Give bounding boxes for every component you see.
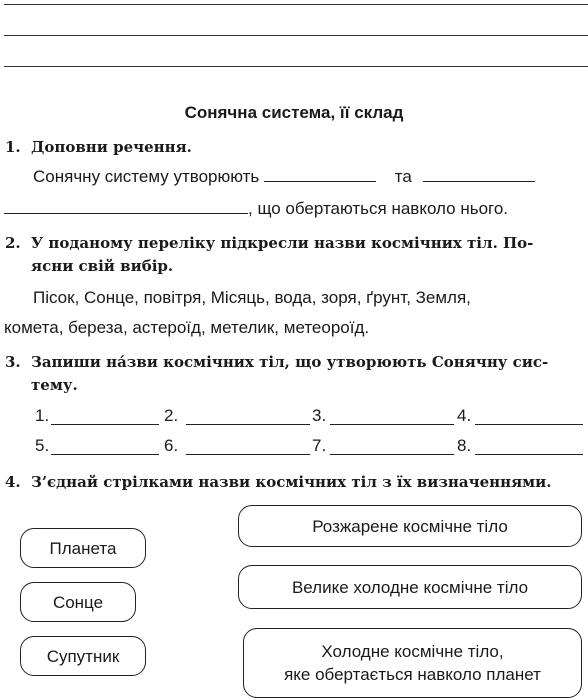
task2-heading: [5, 233, 533, 253]
term-satellite-label: Супутник: [46, 646, 120, 666]
task3-label-8: 8.: [457, 436, 472, 455]
task3-blank-4[interactable]: [475, 424, 583, 425]
task1-blank-3[interactable]: [4, 199, 248, 214]
task3-label-6: 6.: [164, 436, 179, 455]
task3-blank-2[interactable]: [186, 424, 310, 425]
definition-3-line1: Холодне космічне тіло,: [321, 642, 504, 661]
task3-number: 3.: [5, 353, 21, 371]
task3-blank-7[interactable]: [330, 454, 454, 455]
term-planet-label: Планета: [49, 538, 117, 558]
task1-line1-mid: та: [394, 167, 412, 186]
task3-prompt-line2: тему.: [31, 376, 78, 394]
task2-number: 2.: [5, 234, 21, 252]
definition-box-1[interactable]: [238, 505, 582, 547]
task1-line2: [4, 199, 508, 219]
task1-line1-start: Сонячну систему утворюють: [33, 167, 260, 186]
task4-heading: [5, 472, 552, 492]
task1-number: 1.: [5, 138, 21, 156]
term-box-sun[interactable]: [20, 582, 136, 622]
task3-label-7: 7.: [312, 436, 327, 455]
definition-box-2[interactable]: [238, 565, 582, 609]
definition-2-text: Велике холодне космічне тіло: [291, 577, 529, 597]
task2-list-line1: Пісок, Сонце, повітря, Місяць, вода, зоря, ґрунт, Земля,: [33, 288, 471, 307]
task3-prompt-line1: Запиши на́зви космічних тіл, що утворюють Сонячну сис-: [31, 353, 549, 371]
task3-label-1: 1.: [35, 406, 50, 425]
term-sun-label: Сонце: [52, 592, 104, 612]
task2-prompt-line1: У поданому переліку підкресли назви космічних тіл. По-: [31, 234, 534, 252]
task3-blank-8[interactable]: [475, 454, 583, 455]
writing-line-1: [4, 4, 588, 5]
task2-prompt-line2: ясни свій вибір.: [31, 257, 174, 275]
task4-number: 4.: [5, 473, 21, 491]
task1-blank-1[interactable]: [264, 167, 376, 182]
writing-line-2: [4, 35, 588, 36]
task1-heading: [5, 137, 192, 157]
writing-line-3: [4, 66, 588, 67]
task2-list-line2: комета, береза, астероїд, метелик, метеороїд.: [4, 318, 370, 337]
task1-line2-end: , що обертаються навколо нього.: [248, 199, 509, 218]
definition-box-3[interactable]: [243, 628, 582, 698]
task4-prompt: З’єднай стрілками назви космічних тіл з їх визначеннями.: [31, 473, 552, 491]
task3-label-3: 3.: [312, 406, 327, 425]
task1-line1: [33, 167, 535, 187]
term-box-planet[interactable]: [20, 528, 146, 568]
task1-blank-2[interactable]: [423, 167, 535, 182]
task3-label-5: 5.: [35, 436, 50, 455]
task1-prompt: Доповни речення.: [31, 138, 192, 156]
definition-3-line2: яке обертається навколо планет: [284, 665, 541, 684]
definition-1-text: Розжарене космічне тіло: [312, 516, 508, 536]
task3-heading: [5, 352, 548, 372]
task3-blank-6[interactable]: [186, 454, 310, 455]
page-title: Сонячна система, її склад: [184, 103, 404, 122]
task3-blank-3[interactable]: [330, 424, 454, 425]
task3-label-2: 2.: [164, 406, 179, 425]
term-box-satellite[interactable]: [20, 636, 146, 676]
task3-label-4: 4.: [457, 406, 472, 425]
task3-blank-5[interactable]: [51, 454, 159, 455]
task3-blank-1[interactable]: [51, 424, 159, 425]
